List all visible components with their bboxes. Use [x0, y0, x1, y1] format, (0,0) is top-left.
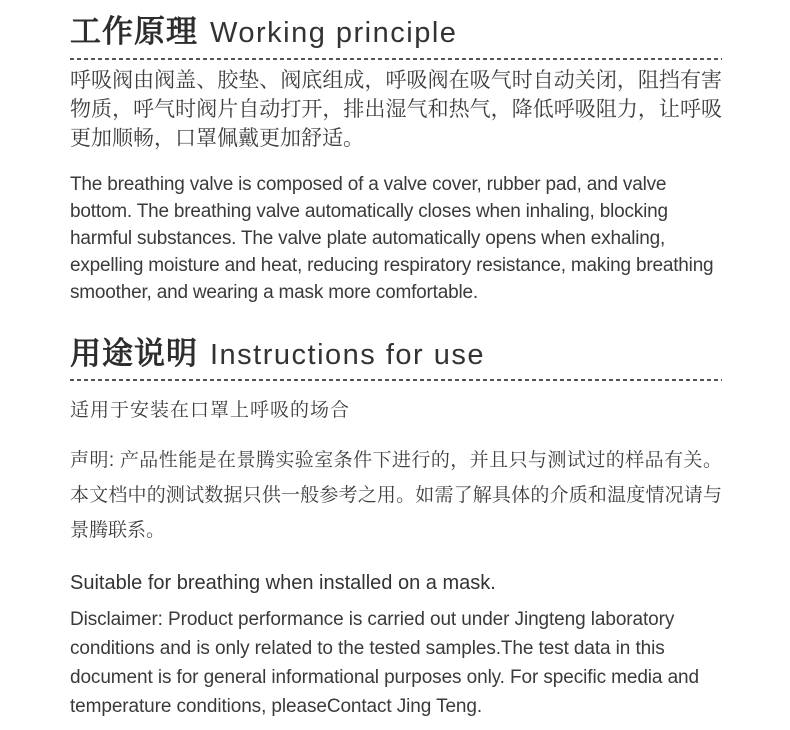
disclaimer-paragraph-zh: 声明: 产品性能是在景腾实验室条件下进行的，并且只与测试过的样品有关。本文档中的测试数据只供一般参考之用。如需了解具体的介质和温度情况请与景腾联系。 [70, 450, 722, 542]
usage-line-en: Suitable for breathing when installed on a mask. [70, 572, 496, 595]
usage-line-zh: 适用于安装在口罩上呼吸的场合 [70, 400, 351, 422]
working-principle-heading [70, 14, 722, 51]
section-instructions-for-use [70, 336, 722, 722]
instructions-heading [70, 336, 722, 373]
instructions-title-zh: 用途说明 [70, 335, 198, 371]
heading-divider [70, 379, 722, 381]
working-principle-paragraph-zh: 呼吸阀由阀盖、胶垫、阀底组成，呼吸阀在吸气时自动关闭，阻挡有害物质，呼气时阀片自动打开，排出湿气和热气，降低呼吸阻力，让呼吸更加顺畅，口罩佩戴更加舒适。 [70, 68, 722, 150]
section-working-principle [70, 14, 722, 306]
heading-divider [70, 58, 722, 60]
working-principle-title-zh: 工作原理 [70, 14, 198, 49]
working-principle-title-en: Working principle [210, 17, 458, 49]
instructions-title-en: Instructions for use [210, 338, 485, 371]
working-principle-paragraph-en: The breathing valve is composed of a valve cover, rubber pad, and valve bottom. The breathing valve automatically closes when inhaling, blocking harmful substances. The valve plate automatically opens when exhaling, expelling moisture and heat, reducing respiratory resistance, making breathing smoother, and wearing a mask more comfortable. [70, 173, 714, 303]
disclaimer-paragraph-en: Disclaimer: Product performance is carried out under Jingteng laboratory conditions and is only related to the tested samples.The test data in this document is for general informational purposes only. For specific media and temperature conditions, pleaseContact Jing Teng. [70, 609, 699, 718]
